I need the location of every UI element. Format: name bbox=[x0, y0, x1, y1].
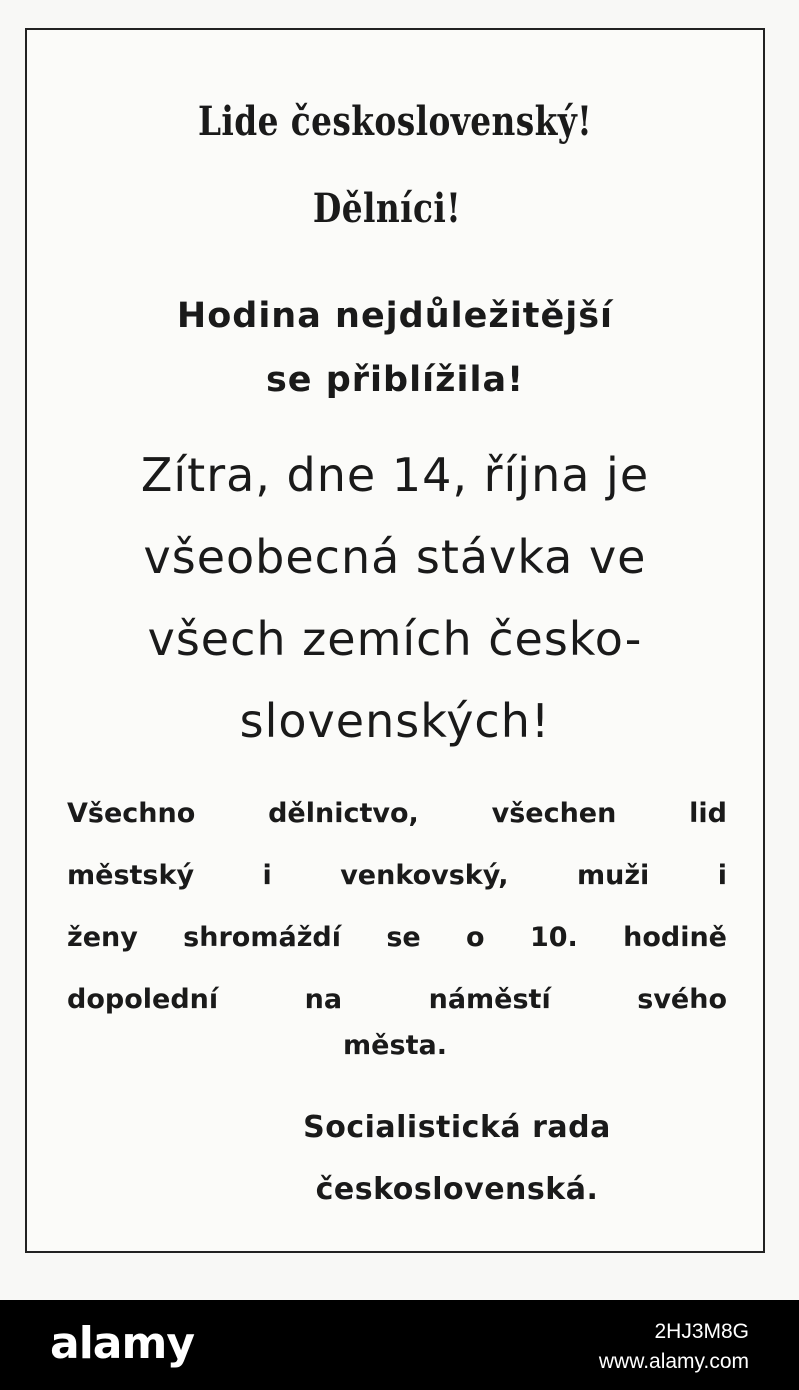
leaflet-strike-line-3: všech zemích česko- bbox=[147, 612, 643, 666]
leaflet-hour-line-2: se přiblížila! bbox=[265, 360, 525, 400]
leaflet-assembly-line-1: Všechno dělnictvo, všechen lid bbox=[67, 798, 727, 829]
leaflet-workers: Dělníci! bbox=[312, 185, 462, 232]
stock-photo-footer bbox=[0, 1300, 799, 1390]
leaflet-assembly-line-4: dopolední na náměstí svého bbox=[67, 984, 727, 1015]
leaflet-assembly-line-5: města. bbox=[343, 1030, 447, 1061]
leaflet-strike-line-2: všeobecná stávka ve bbox=[143, 530, 647, 584]
leaflet-strike-line-1: Zítra, dne 14, října je bbox=[140, 448, 650, 502]
leaflet-assembly-line-3: ženy shromáždí se o 10. hodině bbox=[67, 922, 727, 953]
leaflet-signature-line-2: československá. bbox=[315, 1172, 599, 1207]
site-url-label: www.alamy.com bbox=[598, 1350, 749, 1373]
leaflet-assembly-line-2: městský i venkovský, muži i bbox=[67, 860, 727, 891]
leaflet-greeting: Lide československý! bbox=[197, 98, 593, 145]
alamy-logo: alamy bbox=[50, 1318, 194, 1369]
strike-leaflet bbox=[25, 28, 765, 1253]
leaflet-hour-line-1: Hodina nejdůležitější bbox=[176, 296, 614, 336]
leaflet-signature-line-1: Socialistická rada bbox=[303, 1110, 611, 1145]
image-id-label: 2HJ3M8G bbox=[654, 1320, 749, 1343]
leaflet-strike-line-4: slovenských! bbox=[239, 694, 551, 748]
